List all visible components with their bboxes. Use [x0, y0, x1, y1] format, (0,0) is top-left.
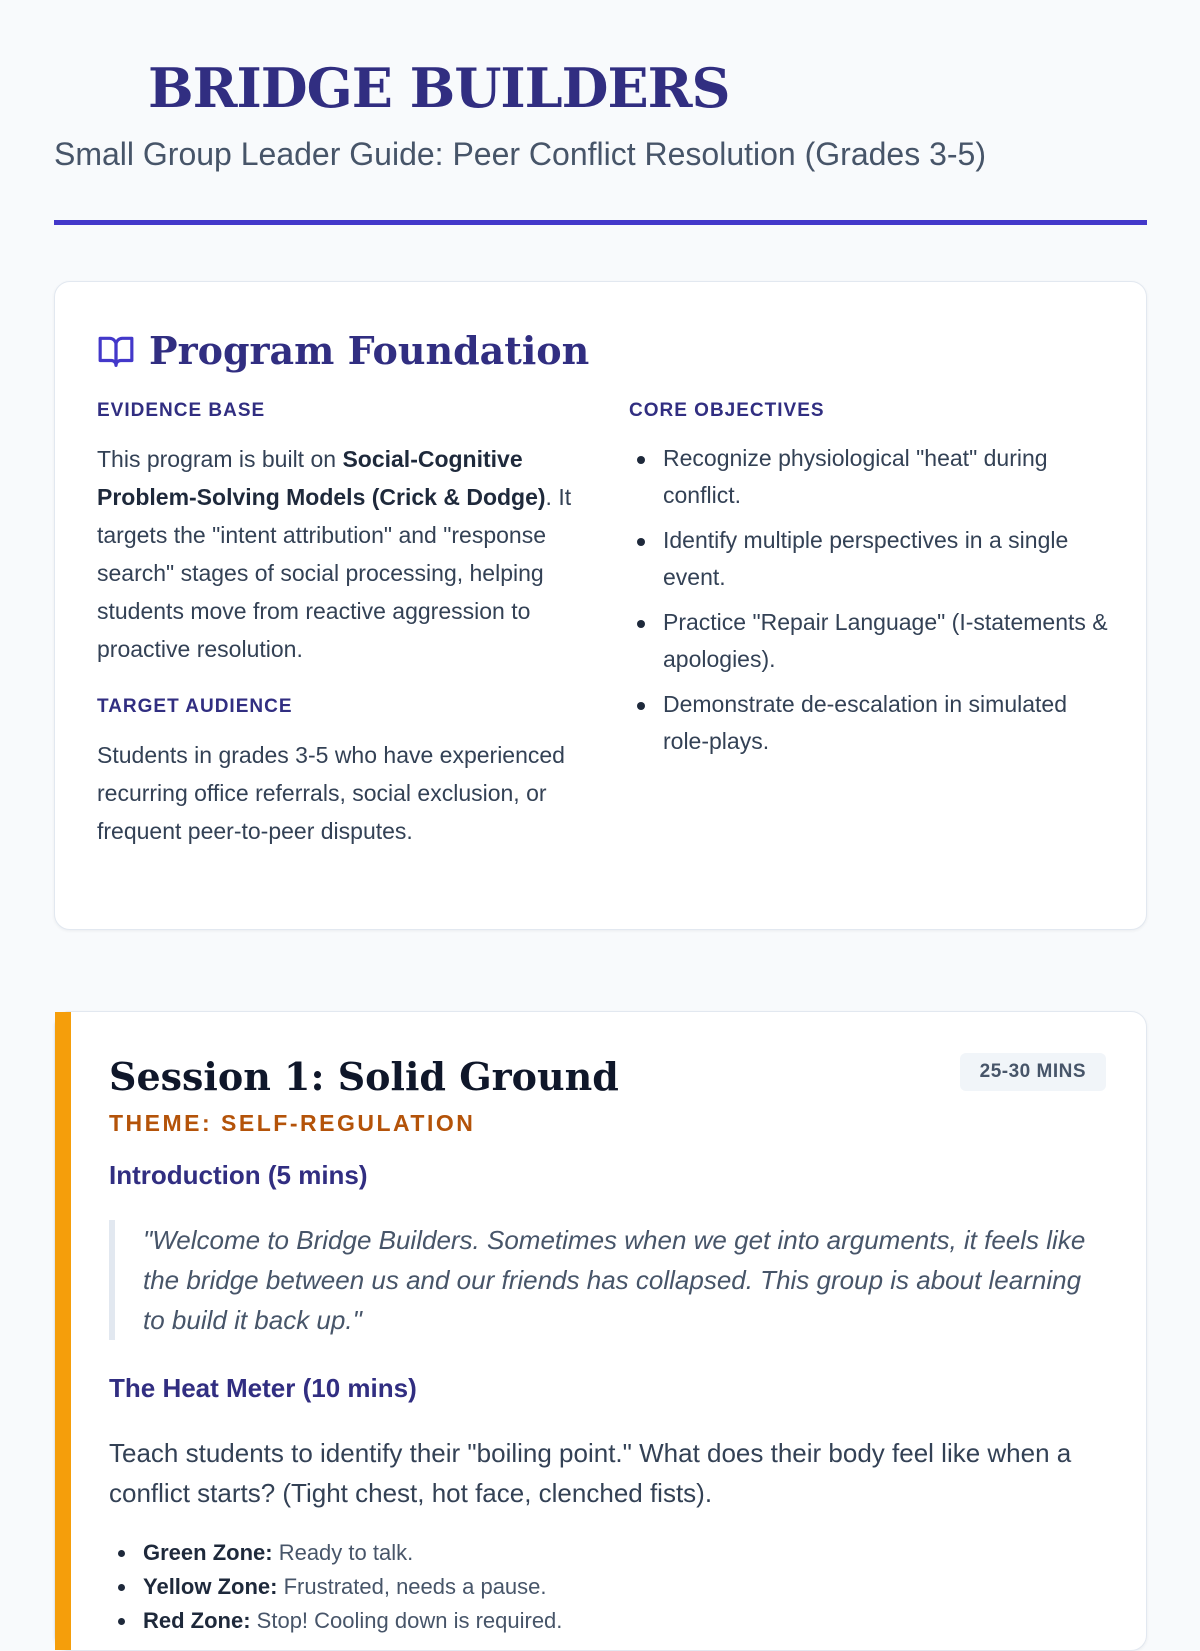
zone-name: Yellow Zone:	[143, 1574, 278, 1599]
list-item: Yellow Zone: Frustrated, needs a pause.	[109, 1570, 1109, 1604]
list-item: Recognize physiological "heat" during conflict.	[629, 440, 1109, 514]
zones-list	[109, 1536, 1109, 1638]
header-divider	[54, 220, 1147, 225]
session-accent-bar	[55, 1012, 71, 1650]
list-item: Red Zone: Stop! Cooling down is required.	[109, 1604, 1109, 1638]
evidence-base-text: This program is built on Social-Cognitive Problem-Solving Models (Crick & Dodge). It targets the "intent attribution" and "response search" stages of social processing, helping students move from reactive aggression to proactive resolution.	[97, 446, 572, 662]
card-header	[97, 328, 589, 373]
zone-name: Red Zone:	[143, 1608, 251, 1633]
evidence-model-name: Social-Cognitive Problem-Solving Models (Crick & Dodge)	[97, 446, 546, 510]
list-item: Practice "Repair Language" (I-statements & apologies).	[629, 604, 1109, 678]
target-audience-text: Students in grades 3-5 who have experienced recurring office referrals, social exclusion, or frequent peer-to-peer disputes.	[97, 742, 565, 844]
list-item: Green Zone: Ready to talk.	[109, 1536, 1109, 1570]
open-book-icon	[97, 332, 135, 370]
session-title: Session 1: Solid Ground	[109, 1054, 619, 1099]
intro-script-quote: "Welcome to Bridge Builders. Sometimes when we get into arguments, it feels like the bridge between us and our friends has collapsed. This group is about learning to build it back up."	[109, 1220, 1109, 1340]
brand-title: BRIDGE BUILDERS	[148, 56, 730, 120]
heat-meter-heading: The Heat Meter (10 mins)	[109, 1373, 417, 1403]
target-audience-label: TARGET AUDIENCE	[97, 696, 293, 717]
duration-badge: 25-30 MINS	[960, 1053, 1106, 1091]
objectives-list	[629, 440, 1109, 760]
card-title: Program Foundation	[149, 328, 590, 373]
core-objectives-label: CORE OBJECTIVES	[629, 400, 825, 421]
session-1-card	[54, 1011, 1147, 1651]
heat-meter-text: Teach students to identify their "boiling point." What does their body feel like when a conflict starts? (Tight chest, hot face, clenched fists).	[109, 1438, 1072, 1508]
foundation-left-column	[97, 400, 583, 850]
list-item: Identify multiple perspectives in a single event.	[629, 522, 1109, 596]
zone-name: Green Zone:	[143, 1540, 273, 1565]
evidence-base-label: EVIDENCE BASE	[97, 400, 266, 421]
list-item: Demonstrate de-escalation in simulated role-plays.	[629, 686, 1109, 760]
page-subtitle: Small Group Leader Guide: Peer Conflict Resolution (Grades 3-5)	[54, 136, 986, 172]
intro-heading: Introduction (5 mins)	[109, 1160, 368, 1190]
program-foundation-card	[54, 281, 1147, 930]
foundation-right-column	[629, 400, 1109, 768]
session-theme: THEME: SELF-REGULATION	[109, 1110, 476, 1136]
